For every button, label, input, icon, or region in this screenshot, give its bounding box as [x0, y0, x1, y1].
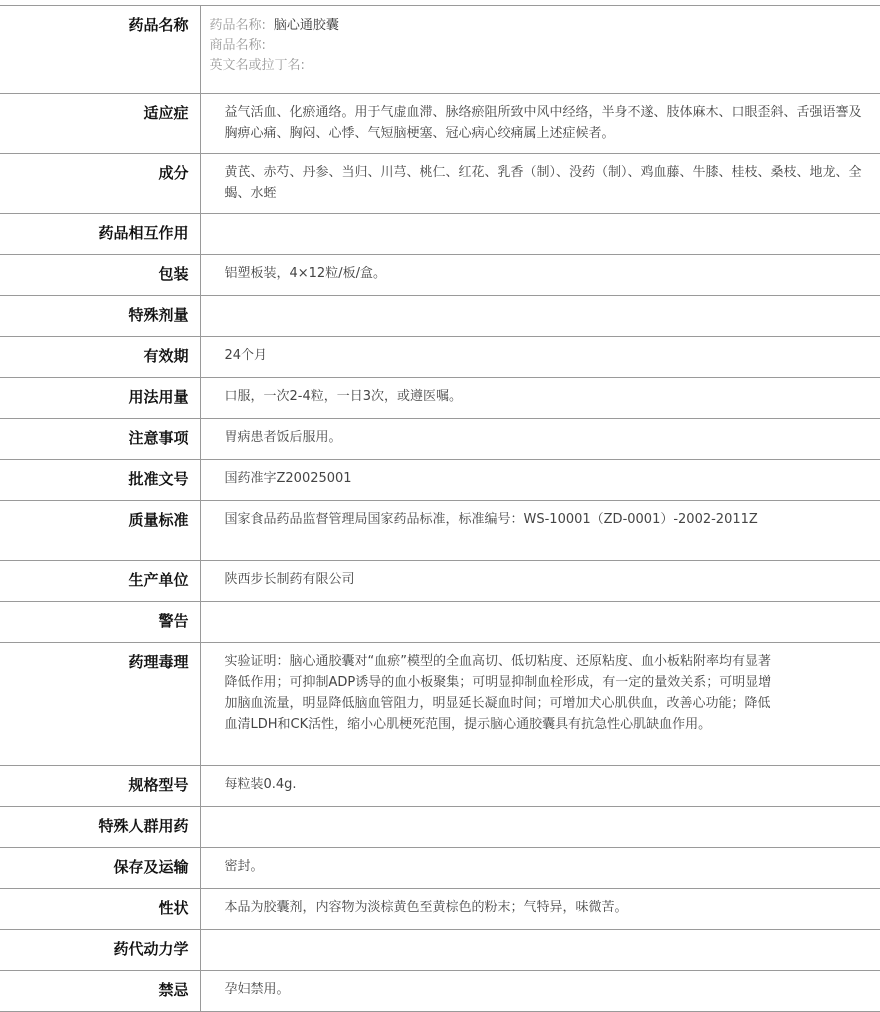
row-pharmacology: [0, 643, 880, 766]
row-drug-name: [0, 6, 880, 94]
value-package: 铝塑板装，4×12粒/板/盒。: [200, 255, 880, 296]
value-precautions: 胃病患者饭后服用。: [200, 419, 880, 460]
value-indications: 益气活血、化瘀通络。用于气虚血滞、脉络瘀阻所致中风中经络，半身不遂、肢体麻木、口眼歪斜、舌强语謇及胸痹心痛、胸闷、心悸、气短脑梗塞、冠心病心绞痛属上述症候者。: [200, 94, 880, 154]
value-pharmacokinetics: [200, 930, 880, 971]
value-appearance: 本品为胶囊剂，内容物为淡棕黄色至黄棕色的粉末；气特异，味微苦。: [200, 889, 880, 930]
value-approval: 国药准字Z20025001: [200, 460, 880, 501]
value-drug-name: [200, 6, 880, 94]
trade-name-line: 商品名称:: [209, 38, 266, 53]
row-interactions: [0, 214, 880, 255]
label-pharmacokinetics: 药代动力学: [0, 930, 200, 971]
row-ingredients: [0, 154, 880, 214]
row-pharmacokinetics: [0, 930, 880, 971]
label-ingredients: 成分: [0, 154, 200, 214]
row-package: [0, 255, 880, 296]
value-storage: 密封。: [200, 848, 880, 889]
value-contraindications: 孕妇禁用。: [200, 971, 880, 1012]
label-appearance: 性状: [0, 889, 200, 930]
row-manufacturer: [0, 561, 880, 602]
label-drug-name: 药品名称: [0, 6, 200, 94]
label-special-groups: 特殊人群用药: [0, 807, 200, 848]
value-special-dosage: [200, 296, 880, 337]
label-indications: 适应症: [0, 94, 200, 154]
label-spec: 规格型号: [0, 766, 200, 807]
value-ingredients: 黄芪、赤芍、丹参、当归、川芎、桃仁、红花、乳香（制）、没药（制）、鸡血藤、牛膝、桂枝、桑枝、地龙、全蝎、水蛭: [200, 154, 880, 214]
value-special-groups: [200, 807, 880, 848]
row-special-dosage: [0, 296, 880, 337]
label-storage: 保存及运输: [0, 848, 200, 889]
label-precautions: 注意事项: [0, 419, 200, 460]
label-special-dosage: 特殊剂量: [0, 296, 200, 337]
row-standard: [0, 501, 880, 561]
value-standard: 国家食品药品监督管理局国家药品标准，标准编号：WS-10001（ZD-0001）-2002-2011Z: [200, 501, 880, 561]
row-special-groups: [0, 807, 880, 848]
row-appearance: [0, 889, 880, 930]
value-manufacturer: 陕西步长制药有限公司: [200, 561, 880, 602]
value-interactions: [200, 214, 880, 255]
value-expiry: 24个月: [200, 337, 880, 378]
row-warning: [0, 602, 880, 643]
label-usage: 用法用量: [0, 378, 200, 419]
row-contraindications: [0, 971, 880, 1012]
row-indications: [0, 94, 880, 154]
label-approval: 批准文号: [0, 460, 200, 501]
value-warning: [200, 602, 880, 643]
generic-name-line: 药品名称: 脑心通胶囊: [209, 18, 339, 33]
row-storage: [0, 848, 880, 889]
value-usage: 口服，一次2-4粒，一日3次，或遵医嘱。: [200, 378, 880, 419]
label-standard: 质量标准: [0, 501, 200, 561]
generic-name-value: 脑心通胶囊: [273, 18, 339, 33]
label-contraindications: 禁忌: [0, 971, 200, 1012]
row-expiry: [0, 337, 880, 378]
value-spec: 每粒装0.4g.: [200, 766, 880, 807]
label-interactions: 药品相互作用: [0, 214, 200, 255]
row-precautions: [0, 419, 880, 460]
drug-info-table: [0, 5, 880, 1012]
row-approval: [0, 460, 880, 501]
label-pharmacology: 药理毒理: [0, 643, 200, 766]
label-warning: 警告: [0, 602, 200, 643]
label-expiry: 有效期: [0, 337, 200, 378]
row-usage: [0, 378, 880, 419]
label-manufacturer: 生产单位: [0, 561, 200, 602]
value-pharmacology: 实验证明：脑心通胶囊对“血瘀”模型的全血高切、低切粘度、还原粘度、血小板粘附率均有显著降低作用；可抑制ADP诱导的血小板聚集；可明显抑制血栓形成，有一定的量效关系；可明显增加脑血流量，明显降低脑血管阻力，明显延长凝血时间；可增加犬心肌供血，改善心功能；降低血清LDH和CK活性，缩小心肌梗死范围，提示脑心通胶囊具有抗急性心肌缺血作用。: [200, 643, 880, 766]
latin-name-line: 英文名或拉丁名:: [209, 58, 305, 73]
label-package: 包装: [0, 255, 200, 296]
row-spec: [0, 766, 880, 807]
